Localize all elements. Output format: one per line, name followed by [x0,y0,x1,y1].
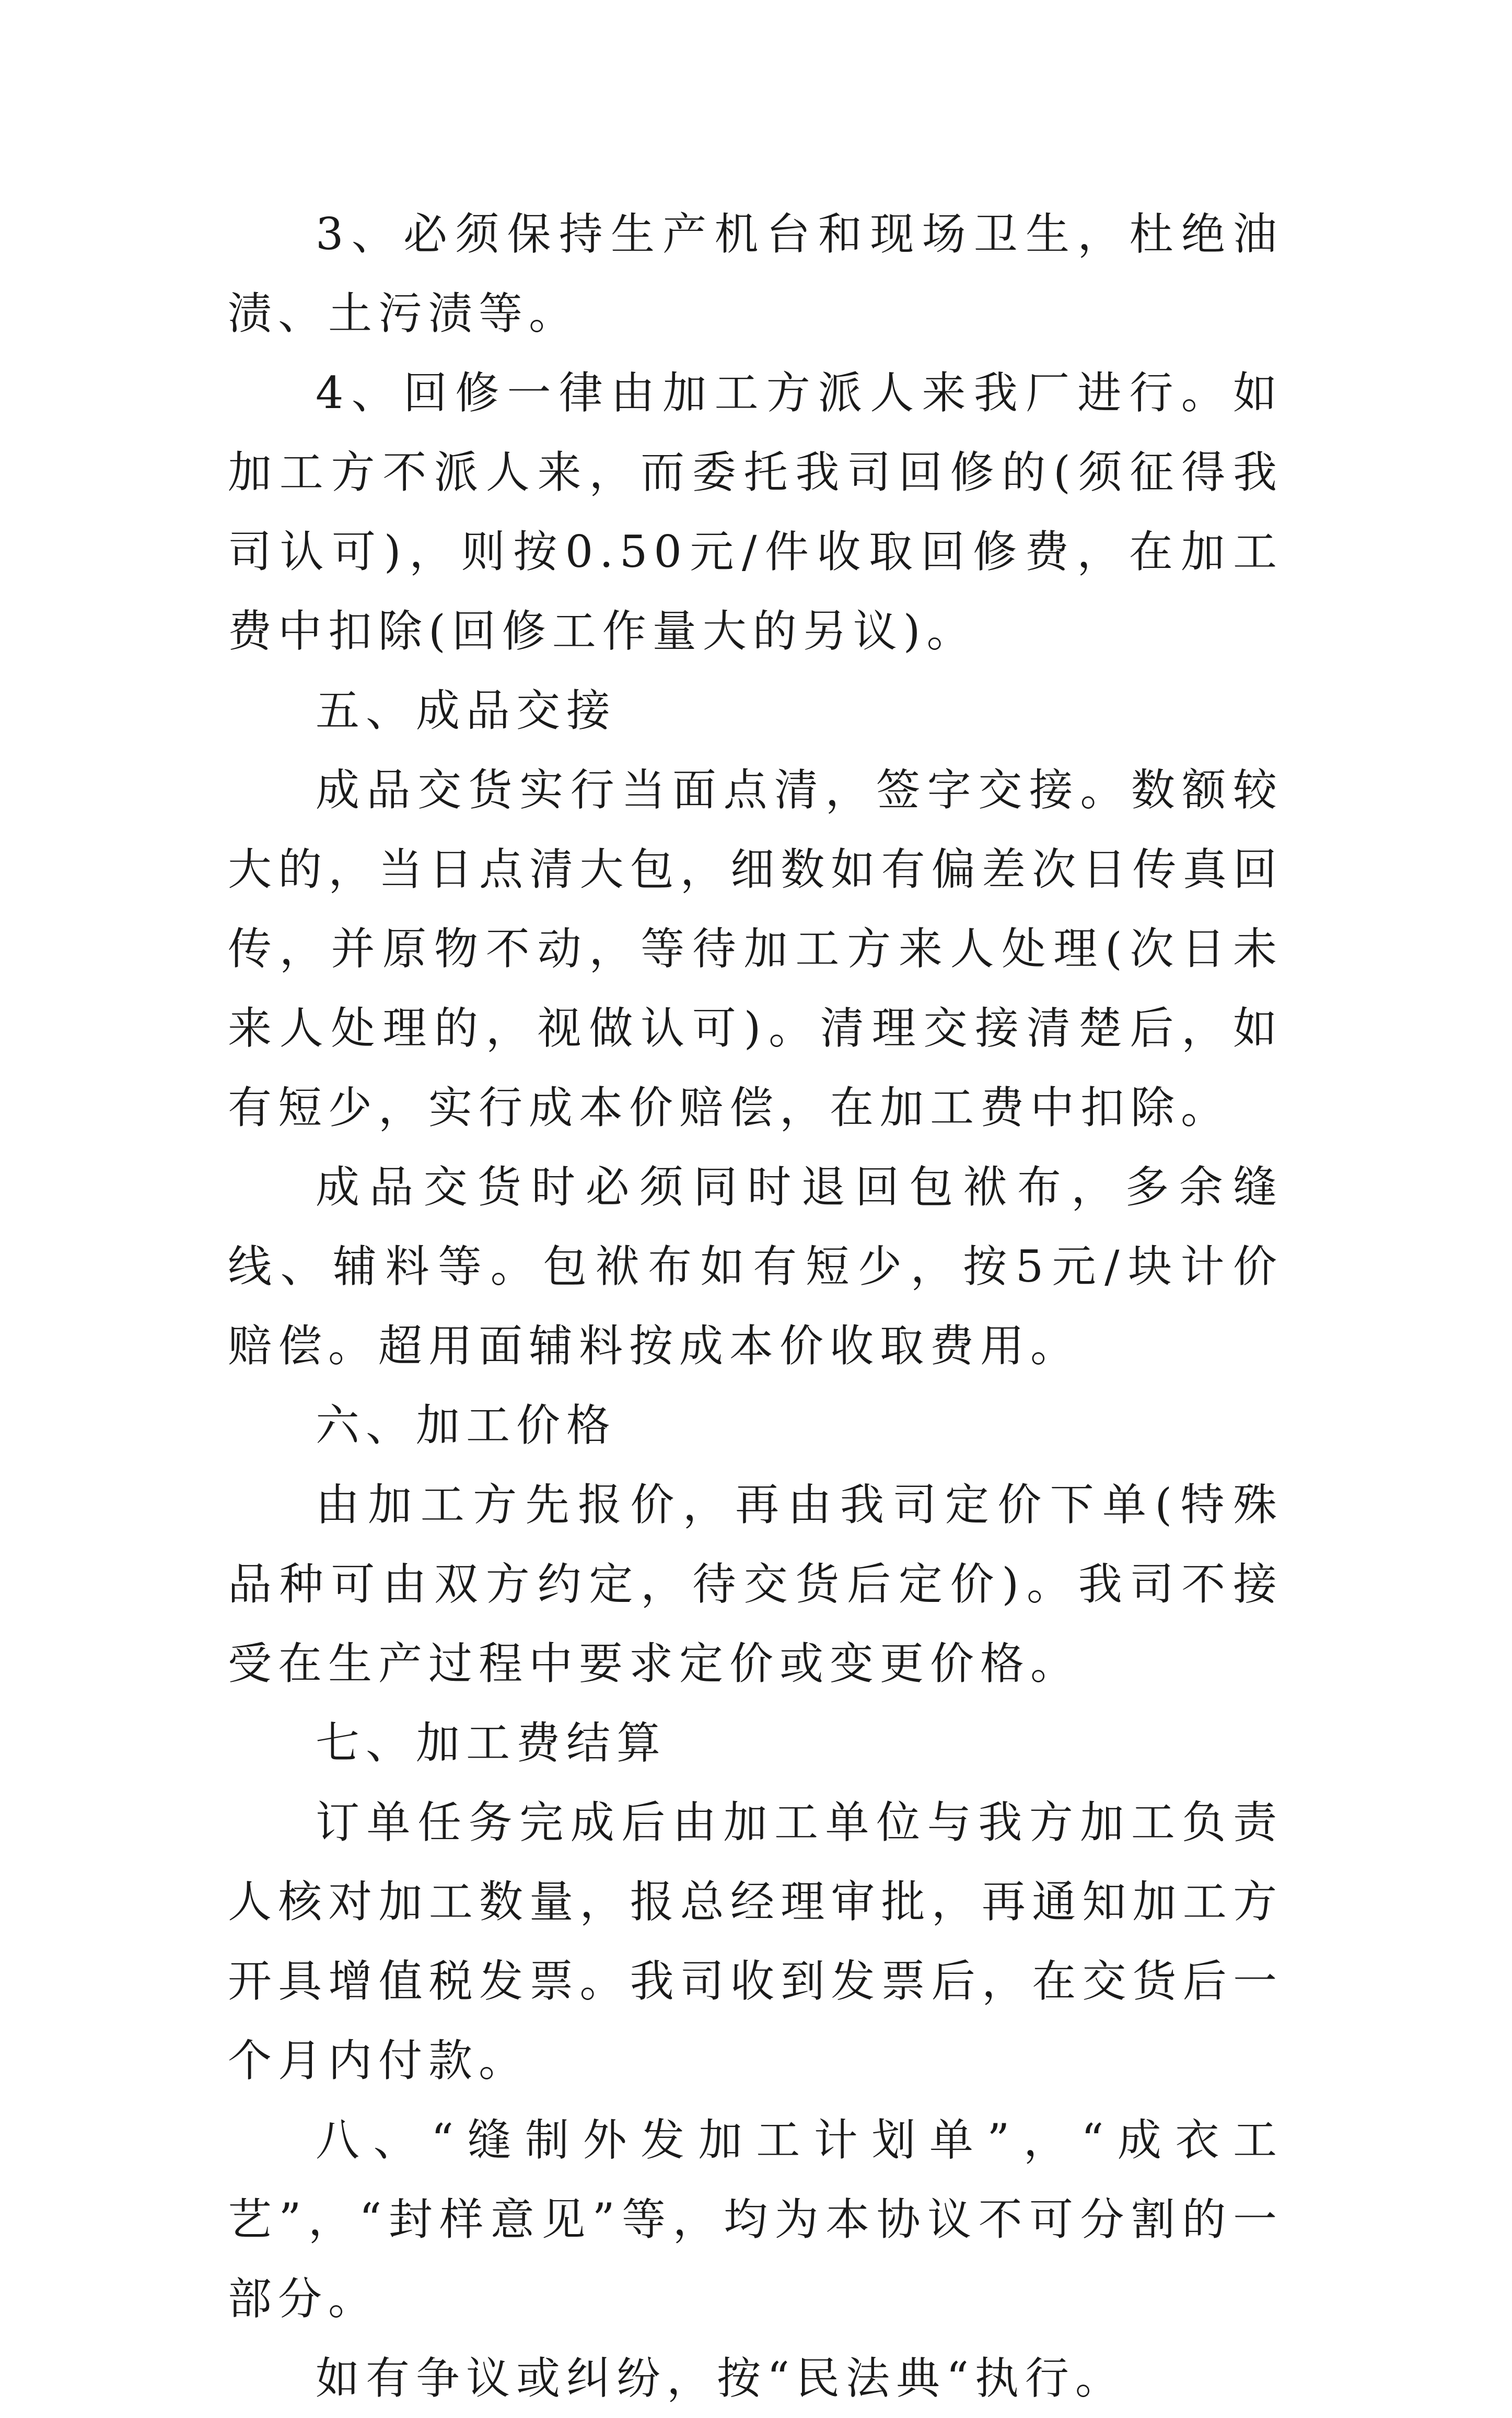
paragraph-settlement: 订单任务完成后由加工单位与我方加工负责人核对加工数量，报总经理审批，再通知加工方开具增值税发票。我司收到发票后，在交货后一个月内付款。 [228,1797,1283,2086]
paragraph-clause-8: 八、“缝制外发加工计划单”，“成衣工艺”，“封样意见”等，均为本协议不可分割的一部分。 [228,2114,1283,2324]
paragraph-delivery: 成品交货实行当面点清，签字交接。数额较大的，当日点清大包，细数如有偏差次日传真回传，并原物不动，等待加工方来人处理(次日未来人处理的，视做认可)。清理交接清楚后，如有短少，实行成本价赔偿，在加工费中扣除。 [228,764,1283,1133]
paragraph-clause-3: 3、必须保持生产机台和现场卫生，杜绝油渍、土污渍等。 [228,208,1283,339]
document-body [228,194,1283,2418]
section-heading-5: 五、成品交接 [316,685,617,736]
section-heading-7: 七、加工费结算 [316,1717,667,1769]
paragraph-pricing: 由加工方先报价，再由我司定价下单(特殊品种可由双方约定，待交货后定价)。我司不接受在生产过程中要求定价或变更价格。 [228,1479,1283,1689]
section-heading-6: 六、加工价格 [316,1400,617,1451]
paragraph-clause-4: 4、回修一律由加工方派人来我厂进行。如加工方不派人来，而委托我司回修的(须征得我司认可)，则按0.50元/件收取回修费，在加工费中扣除(回修工作量大的另议)。 [228,367,1283,657]
paragraph-disputes: 如有争议或纠纷，按“民法典“执行。 [316,2353,1125,2404]
paragraph-return-materials: 成品交货时必须同时退回包袱布，多余缝线、辅料等。包袱布如有短少，按5元/块计价赔偿。超用面辅料按成本价收取费用。 [228,1161,1283,1371]
